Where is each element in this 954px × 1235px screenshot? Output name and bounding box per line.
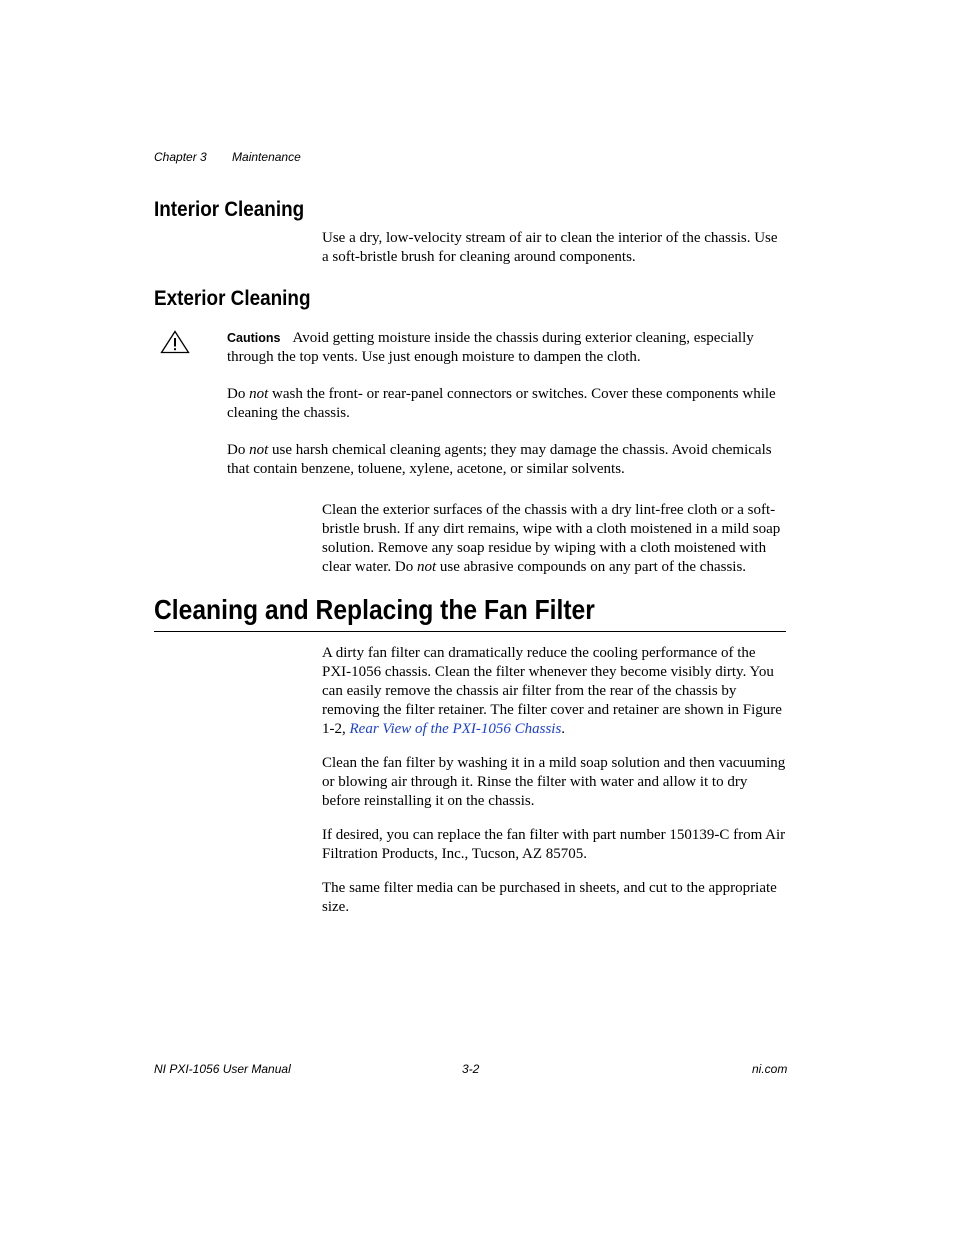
- chapter-label: Chapter 3: [154, 150, 207, 164]
- footer-page-number: 3-2: [462, 1062, 480, 1076]
- footer-manual-title: NI PXI-1056 User Manual: [154, 1062, 291, 1076]
- exterior-cleaning-heading: Exterior Cleaning: [154, 287, 311, 310]
- interior-paragraph: Use a dry, low-velocity stream of air to clean the interior of the chassis. Use a soft-bristle brush for cleaning around components.: [322, 230, 778, 265]
- fan-filter-paragraph-4: The same filter media can be purchased in sheets, and cut to the appropriate size.: [322, 880, 777, 915]
- heading-rule: [154, 631, 786, 632]
- interior-cleaning-heading: Interior Cleaning: [154, 198, 305, 221]
- section-label: Maintenance: [232, 150, 301, 164]
- caution-paragraph-3: Do not use harsh chemical cleaning agents; they may damage the chassis. Avoid chemicals that contain benzene, toluene, xylene, acetone, or similar solvents.: [227, 442, 772, 477]
- fan-filter-paragraph-3: If desired, you can replace the fan filter with part number 150139-C from Air Filtration Products, Inc., Tucson, AZ 85705.: [322, 827, 786, 862]
- interior-cleaning-text: [322, 229, 786, 267]
- fan-filter-heading: Cleaning and Replacing the Fan Filter: [154, 594, 595, 625]
- caution-block: [227, 329, 787, 479]
- exterior-paragraph: Clean the exterior surfaces of the chassis with a dry lint-free cloth or a soft-bristle brush. If any dirt remains, wipe with a cloth moistened in a mild soap solution. Remove any soap residue by wiping with a cloth moistened with clear water. Do not use abrasive compounds on any part of the chassis.: [322, 502, 781, 575]
- running-header: [154, 150, 301, 164]
- caution-label: Cautions: [227, 331, 281, 345]
- fan-filter-paragraph-2: Clean the fan filter by washing it in a mild soap solution and then vacuuming or blowing air through it. Rinse the filter with water and allow it to dry before reinstalling it on the chassis.: [322, 755, 786, 809]
- figure-reference-link[interactable]: Rear View of the PXI-1056 Chassis: [349, 721, 562, 737]
- caution-paragraph-2: Do not wash the front- or rear-panel connectors or switches. Cover these components while cleaning the chassis.: [227, 386, 776, 421]
- fan-filter-paragraph-1: A dirty fan filter can dramatically reduce the cooling performance of the PXI-1056 chassis. Clean the filter whenever they become visibly dirty. You can easily remove the chassis air filter from the rear of the chassis by removing the filter retainer. The filter cover and retainer are shown in Figure 1-2, Rear View of the PXI-1056 Chassis.: [322, 645, 782, 737]
- fan-filter-text: [322, 644, 786, 917]
- warning-triangle-icon: [160, 330, 190, 354]
- footer-website: ni.com: [752, 1062, 788, 1076]
- exterior-cleaning-text: [322, 501, 790, 577]
- caution-paragraph-1: Cautions Avoid getting moisture inside the chassis during exterior cleaning, especially through the top vents. Use just enough moisture to dampen the cloth.: [227, 330, 754, 365]
